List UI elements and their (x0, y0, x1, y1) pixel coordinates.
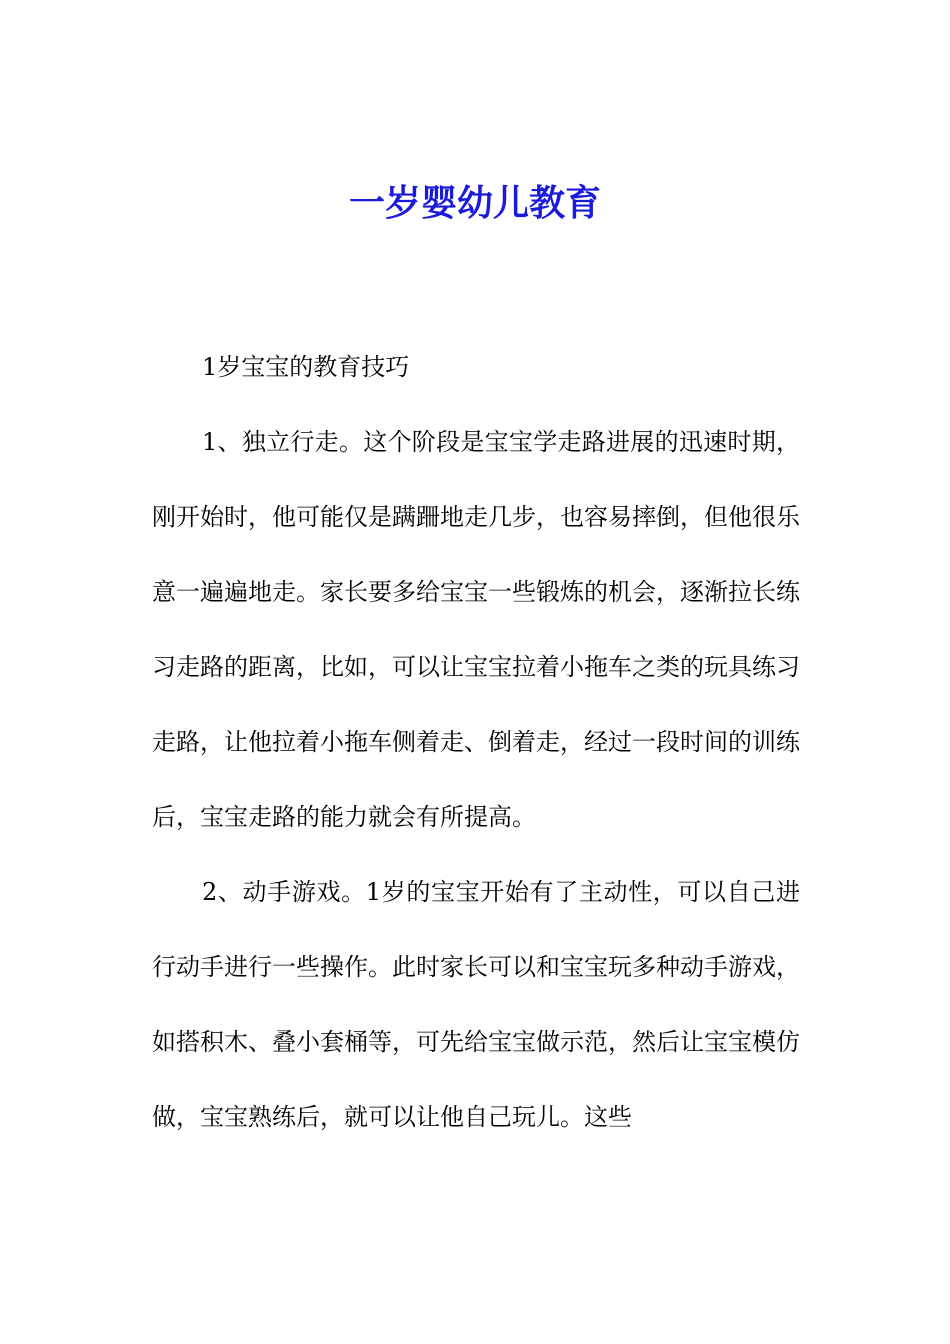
paragraph-walking: 1、独立行走。这个阶段是宝宝学走路进展的迅速时期，刚开始时，他可能仅是蹒跚地走几步，也容易摔倒，但他很乐意一遍遍地走。家长要多给宝宝一些锻炼的机会，逐渐拉长练习走路的距离，比如，可以让宝宝拉着小拖车之类的玩具练习走路，让他拉着小拖车侧着走、倒着走，经过一段时间的训练后，宝宝走路的能力就会有所提高。 (152, 428, 800, 831)
document-title: 一岁婴幼儿教育 (348, 183, 601, 224)
paragraph-subtitle: 1岁宝宝的教育技巧 (202, 353, 410, 381)
paragraph-hands-on-games: 2、动手游戏。1岁的宝宝开始有了主动性，可以自己进行动手进行一些操作。此时家长可以和宝宝玩多种动手游戏，如搭积木、叠小套桶等，可先给宝宝做示范，然后让宝宝模仿做，宝宝熟练后，就可以让他自己玩儿。这些 (152, 878, 800, 1131)
document-body (152, 330, 800, 1155)
